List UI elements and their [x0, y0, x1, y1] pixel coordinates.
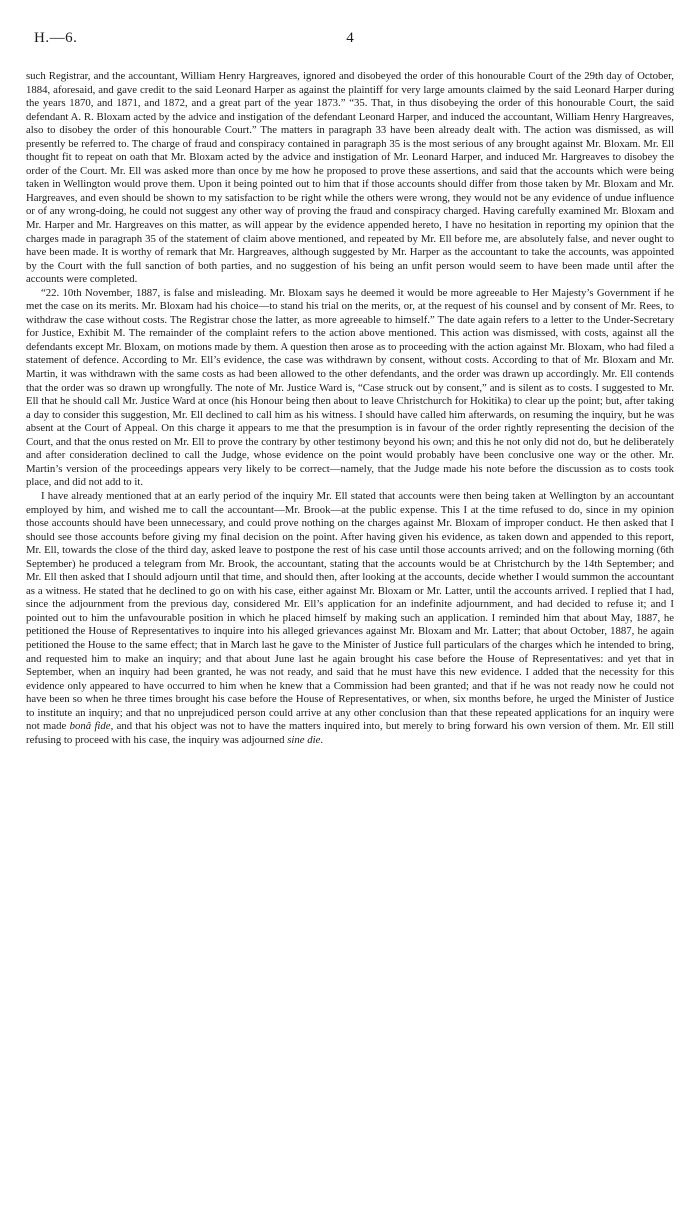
page-number: 4 — [346, 30, 354, 46]
italic-phrase: sine die — [287, 733, 321, 746]
document-body — [26, 70, 674, 747]
page-header — [26, 30, 674, 56]
paragraph-2 — [26, 287, 674, 490]
paragraph-text: . — [320, 733, 324, 746]
paragraph-text: , and that his object was not to have the matters inquired into, but merely to bring forward his own version of them. Mr. Ell still refusing to proceed with his case, the inquiry was adjourned — [26, 720, 674, 746]
paragraph-text: such Registrar, and the accountant, William Henry Hargreaves, ignored and disobeyed the order of this honourable Court of the 29th day of October, 1884, aforesaid, and gave credit to the said Leonard Harper as against the plaintiff for very large amounts claimed by the said Leonard Harper during the years 1870, and 1871, and 1872, and a great part of the year 1873.” “35. That, in thus disobeying the order of this honourable Court, the said defendant A. R. Bloxam acted by the advice and instigation of the defendant Leonard Harper, and induced the accountant, William Henry Hargreaves, also to disobey the order of this honourable Court.” The matters in paragraph 33 have been already dealt with. The action was dismissed, as will presently be referred to. The charge of fraud and conspiracy contained in paragraph 35 is the most serious of any brought against Mr. Bloxam. Mr. Ell thought fit to repeat on oath that Mr. Bloxam acted by the advice and instigation of Mr. Leonard Harper, and induced Mr. Hargreaves to disobey the order of the Court. Mr. Ell was asked more than once by me how he proposed to prove these assertions, and said that the accounts which were being taken in Wellington would prove them. Upon it being pointed out to him that if those accounts should differ from those taken by Mr. Bloxam and Mr. Hargreaves, and even should be shown to my satisfaction to be right while the others were wrong, they would not be any evidence of undue influence or of any wrong-doing, he could not suggest any other way of proving the fraud and conspiracy charged. Having carefully examined Mr. Bloxam and Mr. Harper and Mr. Hargreaves on this matter, as will appear by the evidence appended hereto, I have no hesitation in reporting my opinion that the charges made in paragraph 35 of the statement of claim above mentioned, and repeated by Mr. Ell before me, are absolutely false, and never ought to have been made. It is worthy of remark that Mr. Hargreaves, although suggested by Mr. Harper as the accountant to take the accounts, was appointed by the Court with the full sanction of both parties, and no suggestion of his being an unfit person would seem to have been made until after the accounts were completed. — [26, 70, 674, 286]
paragraph-text: “22. 10th November, 1887, is false and misleading. Mr. Bloxam says he deemed it would be more agreeable to Her Majesty’s Government if he met the case on its merits. Mr. Bloxam had his choice—to stand his trial on the merits, or, at the request of his counsel and by consent of Mr. Rees, to withdraw the case without costs. The Registrar chose the latter, as more agreeable to himself.” The date again refers to a letter to the Under-Secretary for Justice, Exhibit M. The remainder of the complaint refers to the action above mentioned. This action was dismissed, with costs, against all the defendants except Mr. Bloxam, on motions made by them. A question then arose as to proceeding with the action against Mr. Bloxam, who had filed a statement of defence. According to Mr. Ell’s evidence, the case was withdrawn by consent, without costs. According to that of Mr. Bloxam and Mr. Martin, it was withdrawn with the same costs as had been allowed to the other defendants, and the order was drawn up accordingly. Mr. Ell contends that the order was so drawn up wrongfully. The note of Mr. Justice Ward is, “Case struck out by consent,” and is silent as to costs. I suggested to Mr. Ell that he should call Mr. Justice Ward at once (his Honour being then about to leave Christchurch for Hokitika) to clear up the point; but, after taking a day to consider this suggestion, Mr. Ell declined to call him as his witness. I should have called him afterwards, on resuming the inquiry, but he was absent at the Court of Appeal. On this charge it appears to me that the presumption is in favour of the order rightly representing the decision of the Court, and that the onus rested on Mr. Ell to prove the contrary by other testimony beyond his own; and this he not only did not do, but he deliberately and after consideration declined to call the Judge, whose evidence on the point would probably have been conclusive one way or the other. Mr. Martin’s version of the proceedings appears very likely to be correct—namely, that the Judge made his note before the discussion as to costs took place, and did not add to it. — [26, 286, 674, 489]
document-reference: H.—6. — [34, 30, 78, 46]
paragraph-text: I have already mentioned that at an early period of the inquiry Mr. Ell stated that accounts were then being taken at Wellington by an accountant employed by him, and wished me to call the accountant—Mr. Brook—at the public expense. This I at the time refused to do, since in my opinion those accounts should have been unnecessary, and could prove nothing on the charges against Mr. Bloxam of improper conduct. He then asked that I should see those accounts before giving my final decision on the point. After having given his evidence, as taken down and appended to this report, Mr. Ell, towards the close of the third day, asked leave to postpone the rest of his case until those accounts arrived; and on the following morning (6th September) he produced a telegram from Mr. Brook, the accountant, stating that the accounts would be at Christchurch by the 14th September; and Mr. Ell then asked that I should adjourn until that time, and should then, after looking at the accounts, decide whether I would summon the accountant as a witness. He stated that he declined to go on with his case, either against Mr. Bloxam or Mr. Latter, until the accounts arrived. I replied that I had, since the adjournment from the previous day, considered Mr. Ell’s application for an indefinite adjournment, and had decided to refuse it; and I pointed out to him the unfavourable position in which he placed himself by making such an application. I reminded him that about May, 1887, he petitioned the House of Representatives to inquire into his alleged grievances against Mr. Bloxam and Mr. Latter; that about October, 1887, he again petitioned the House to the same effect; that in March last he gave to the Minister of Justice full particulars of the charges which he intended to bring, and requested him to make an inquiry; and that about June last he again brought his case before the House of Representatives: and yet that in September, when an inquiry had been granted, he was not ready, and said that he must have this new evidence. I added that the necessity for this evidence only appeared to have occurred to him when he knew that a Commission had been granted; and that if he was not ready now he could not have been so when he three times brought his case before the House of Representatives, or when, six months before, he urged the Minister of Justice to institute an inquiry; and that no unprejudiced person could arrive at any other conclusion than that these repeated applications for an inquiry were not made — [26, 489, 674, 733]
italic-phrase: bonâ fide — [69, 720, 111, 733]
paragraph-3 — [26, 490, 674, 747]
paragraph-1 — [26, 70, 674, 287]
